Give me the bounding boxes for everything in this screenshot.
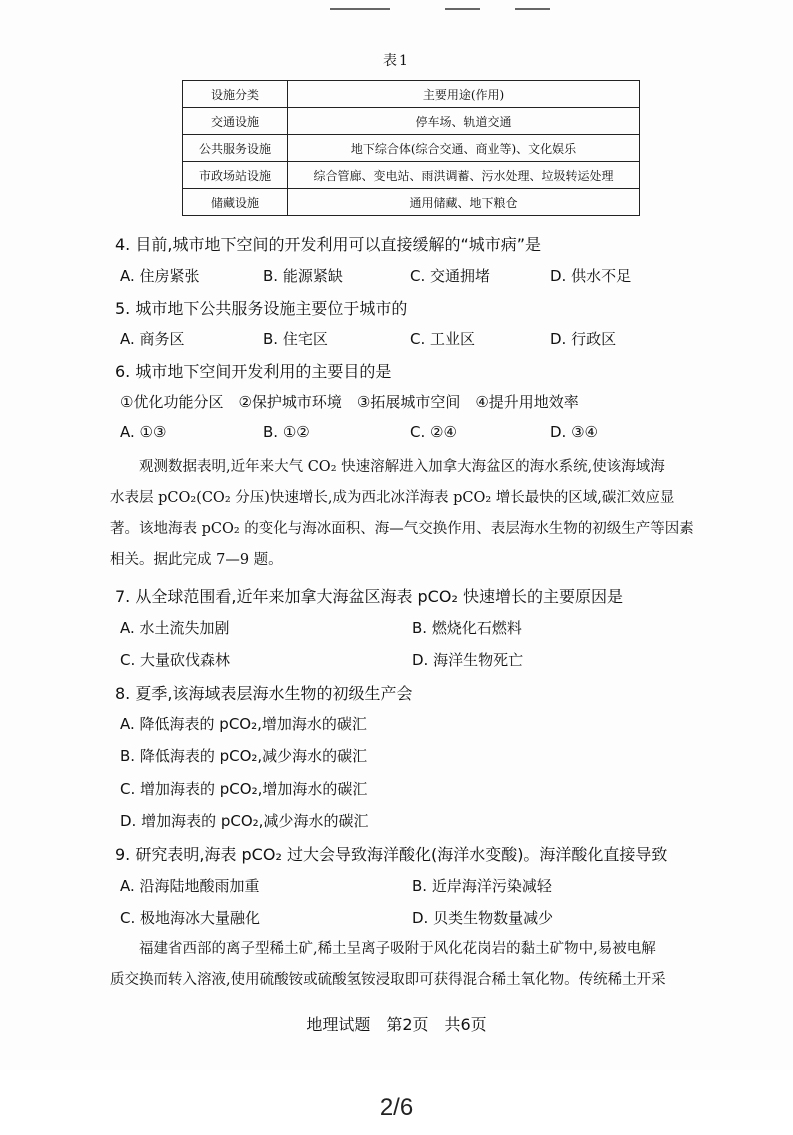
table-row [183,108,640,135]
table-cell: 储藏设施 [183,189,288,216]
passage-line: 相关。据此完成 7—9 题。 [110,552,283,568]
table-cell: 市政场站设施 [183,162,288,189]
q9-option-b: B. 近岸海洋污染减轻 [412,877,552,895]
table-cell: 地下综合体(综合交通、商业等)、文化娱乐 [288,135,640,162]
question-8-stem: 8. 夏季,该海域表层海水生物的初级生产会 [115,684,413,703]
q5-option-d: D. 行政区 [550,330,617,348]
question-7-stem: 7. 从全球范围看,近年来加拿大海盆区海表 pCO₂ 快速增长的主要原因是 [115,587,623,606]
table-row [183,189,640,216]
passage-line: 观测数据表明,近年来大气 CO₂ 快速溶解进入加拿大海盆区的海水系统,使该海域海 [110,459,665,475]
q5-option-b: B. 住宅区 [263,330,328,348]
q5-option-a: A. 商务区 [120,330,185,348]
table-title: 表1 [383,53,410,69]
q4-option-a: A. 住房紧张 [120,267,200,285]
q8-option-d: D. 增加海表的 pCO₂,减少海水的碳汇 [120,812,369,830]
passage-line: 著。该地海表 pCO₂ 的变化与海冰面积、海—气交换作用、表层海水生物的初级生产等因素 [110,521,694,537]
q4-option-c: C. 交通拥堵 [410,267,491,285]
q8-option-b: B. 降低海表的 pCO₂,减少海水的碳汇 [120,747,368,765]
table-header-cell: 设施分类 [183,81,288,108]
passage-line: 水表层 pCO₂(CO₂ 分压)快速增长,成为西北冰洋海表 pCO₂ 增长最快的区域,碳汇效应显 [110,490,675,506]
question-9-stem: 9. 研究表明,海表 pCO₂ 过大会导致海洋酸化(海洋水变酸)。海洋酸化直接导致 [115,845,668,864]
table-cell: 交通设施 [183,108,288,135]
table-cell: 通用储藏、地下粮仓 [288,189,640,216]
q9-option-c: C. 极地海冰大量融化 [120,909,261,927]
scan-mark [330,8,390,10]
table-cell: 停车场、轨道交通 [288,108,640,135]
q7-option-c: C. 大量砍伐森林 [120,651,231,669]
passage-line: 质交换而转入溶液,使用硫酸铵或硫酸氢铵浸取即可获得混合稀土氧化物。传统稀土开采 [110,972,666,988]
q4-option-b: B. 能源紧缺 [263,267,343,285]
reading-passage-rare-earth [110,934,740,996]
table-row [183,135,640,162]
scan-mark [445,8,480,10]
q6-option-c: C. ②④ [410,423,457,441]
page-indicator: 2/6 [379,1094,414,1121]
q6-items: ①优化功能分区 ②保护城市环境 ③拓展城市空间 ④提升用地效率 [120,393,579,411]
facility-table [182,80,640,216]
q6-option-d: D. ③④ [550,423,598,441]
q6-option-a: A. ①③ [120,423,167,441]
table-cell: 公共服务设施 [183,135,288,162]
reading-passage-co2 [110,452,740,576]
passage-line: 福建省西部的离子型稀土矿,稀土呈离子吸附于风化花岗岩的黏土矿物中,易被电解 [110,941,656,957]
page-footer: 地理试题 第2页 共6页 [306,1015,487,1034]
table-header-row [183,81,640,108]
q7-option-d: D. 海洋生物死亡 [412,651,524,669]
question-4-stem: 4. 目前,城市地下空间的开发利用可以直接缓解的“城市病”是 [115,235,542,254]
question-5-stem: 5. 城市地下公共服务设施主要位于城市的 [115,299,408,318]
table-row [183,162,640,189]
q4-option-d: D. 供水不足 [550,267,632,285]
table-cell: 综合管廊、变电站、雨洪调蓄、污水处理、垃圾转运处理 [288,162,640,189]
scan-mark [515,8,550,10]
q7-option-a: A. 水土流失加剧 [120,619,230,637]
table-header-cell: 主要用途(作用) [288,81,640,108]
q8-option-a: A. 降低海表的 pCO₂,增加海水的碳汇 [120,715,367,733]
q6-option-b: B. ①② [263,423,310,441]
question-6-stem: 6. 城市地下空间开发利用的主要目的是 [115,362,392,381]
q5-option-c: C. 工业区 [410,330,476,348]
q7-option-b: B. 燃烧化石燃料 [412,619,522,637]
q9-option-a: A. 沿海陆地酸雨加重 [120,877,260,895]
q9-option-d: D. 贝类生物数量减少 [412,909,554,927]
q8-option-c: C. 增加海表的 pCO₂,增加海水的碳汇 [120,780,368,798]
